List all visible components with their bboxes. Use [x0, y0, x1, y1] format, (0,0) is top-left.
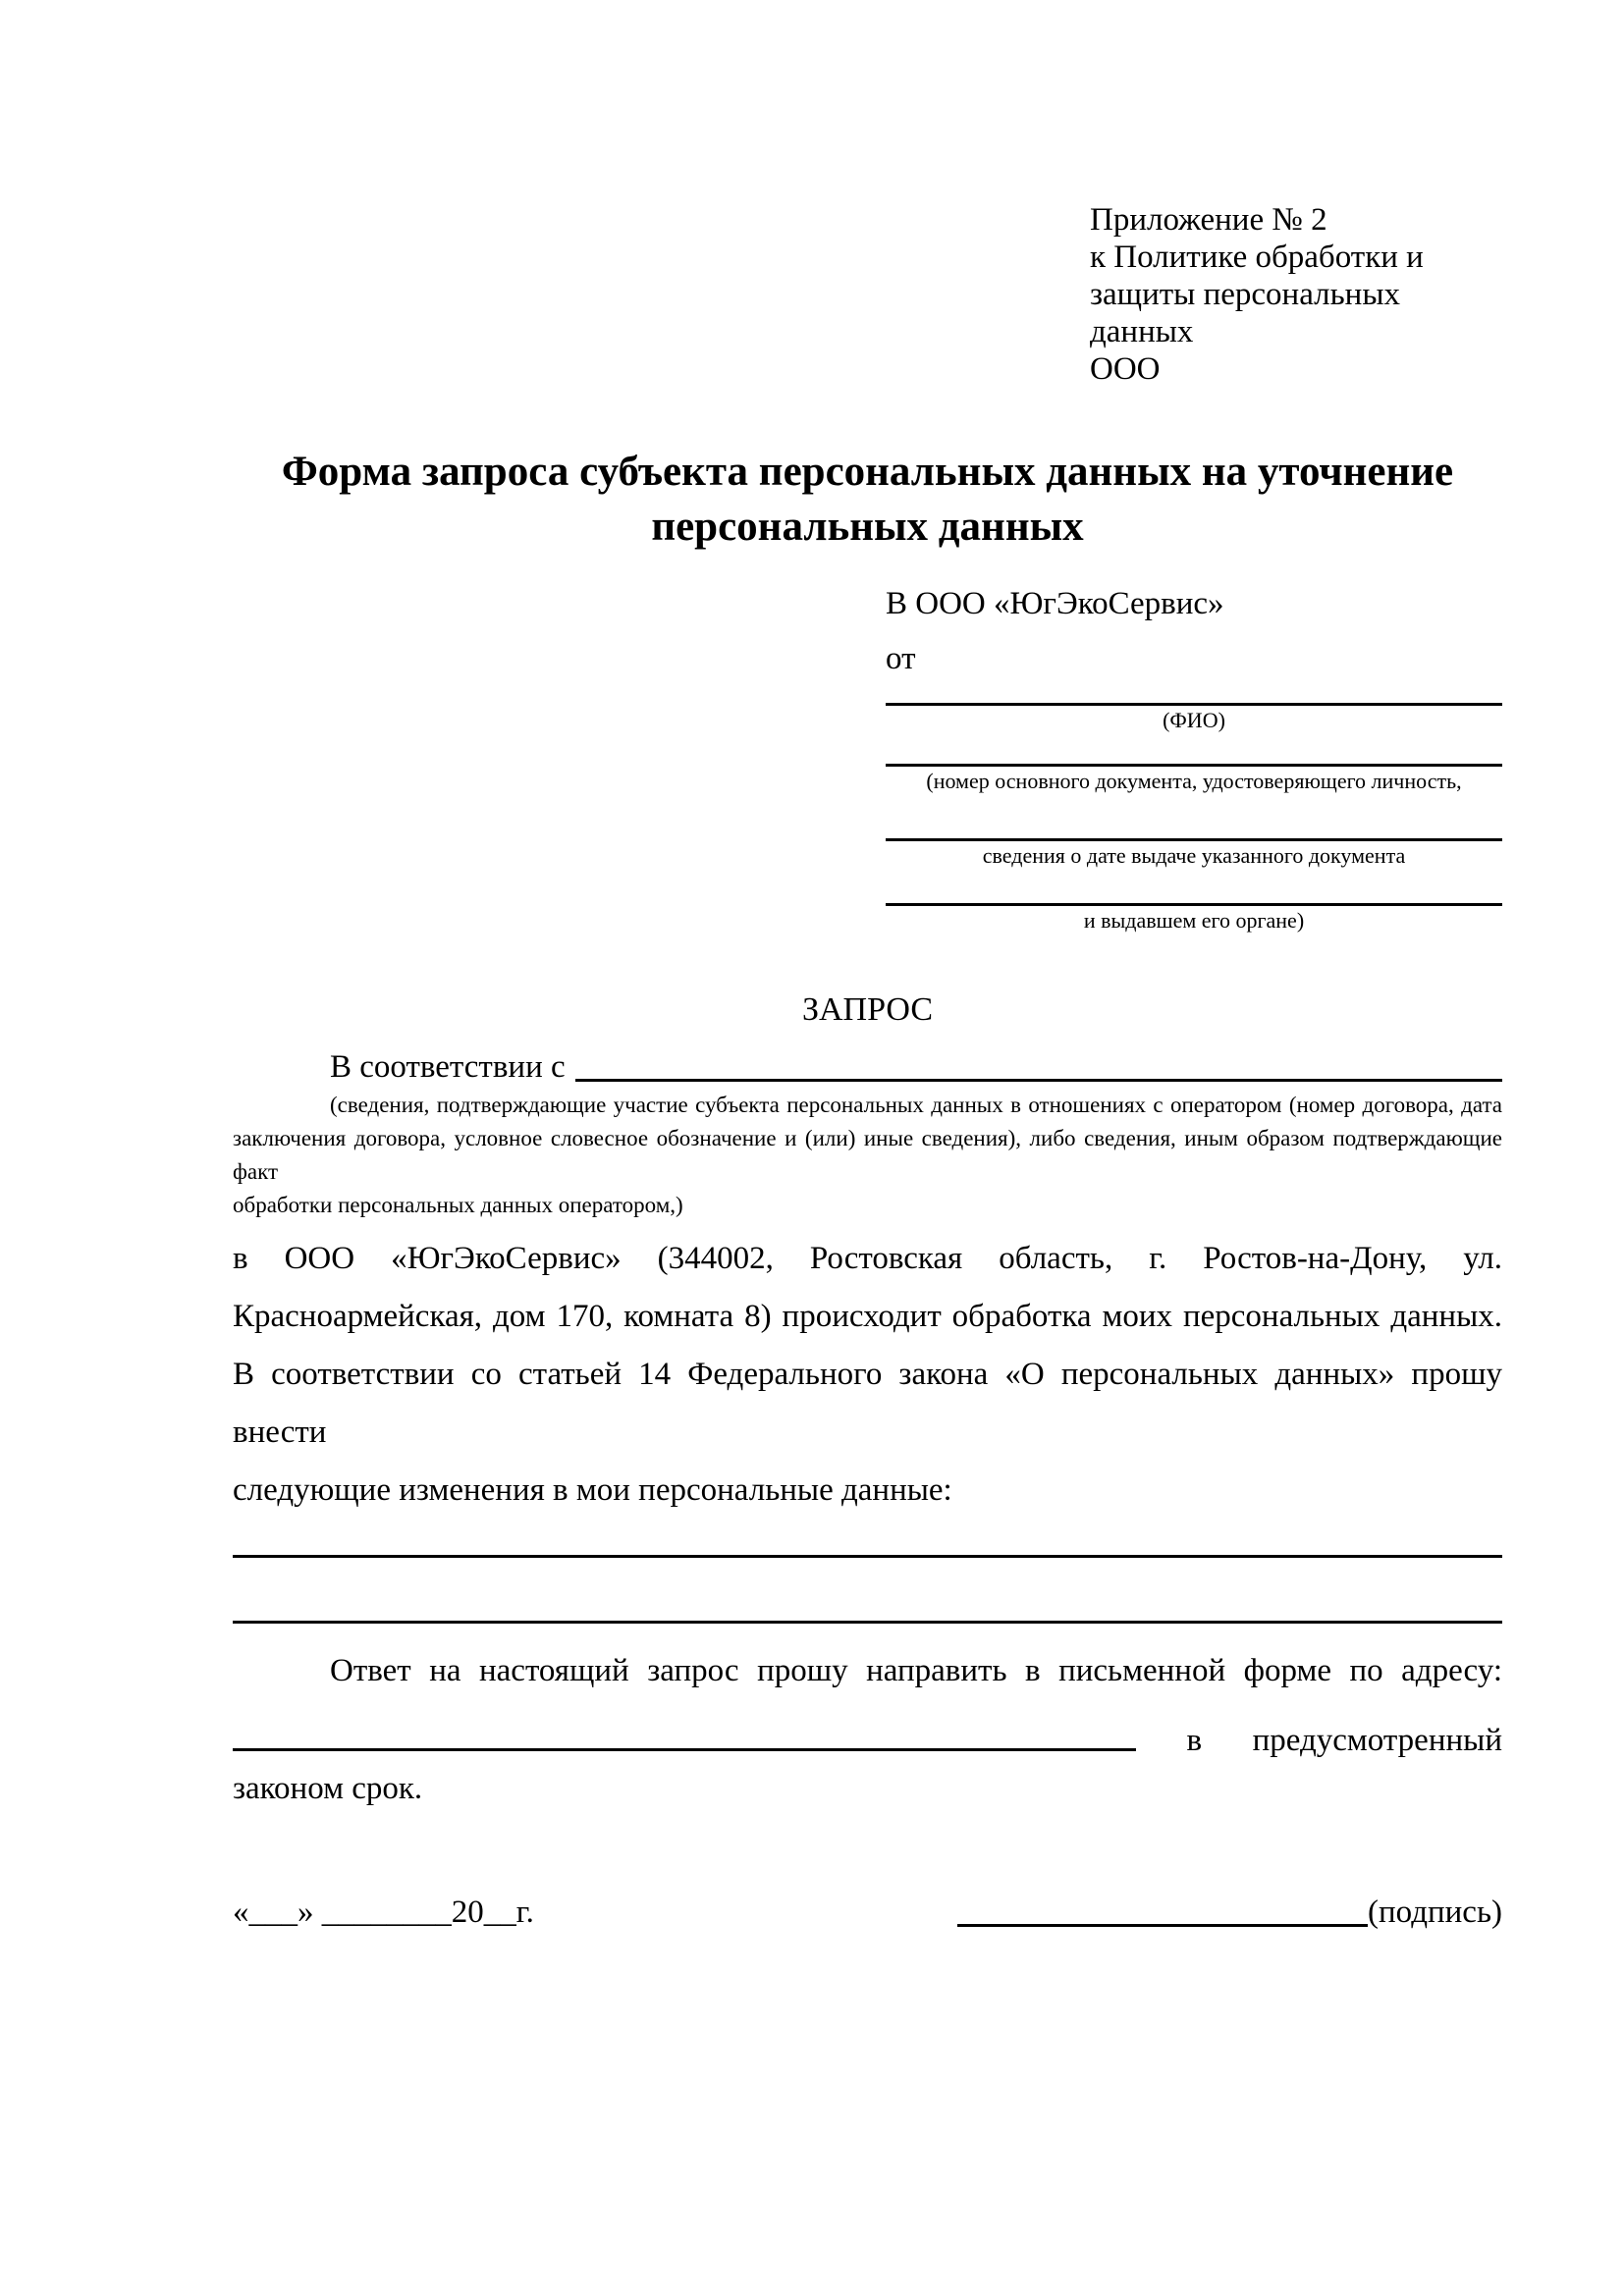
footer-row — [233, 1891, 1502, 1934]
address-blank-line — [233, 1748, 1136, 1751]
body-line: В соответствии со статьей 14 Федерального закона «О персональных данных» прошу внести — [233, 1357, 1502, 1450]
signature-group — [957, 1891, 1502, 1934]
organization-name: В ООО «ЮгЭкоСервис» — [886, 586, 1224, 621]
note-line: обработки персональных данных оператором,) — [233, 1193, 683, 1217]
document-number-field-label: (номер основного документа, удостоверяющего личность, — [926, 769, 1462, 793]
addressee-block — [886, 584, 1502, 935]
fio-field-label: (ФИО) — [1163, 708, 1225, 732]
annex-line: Приложение № 2 — [1090, 202, 1327, 238]
issue-date-field-label: сведения о дате выдаче указанного документа — [982, 843, 1406, 868]
reply-word: в — [1186, 1723, 1203, 1758]
issuing-authority-field-label: и выдавшем его органе) — [1083, 908, 1305, 933]
reply-line: Ответ на настоящий запрос прошу направить в письменной форме по адресу: — [330, 1653, 1502, 1688]
reply-word: предусмотренный — [1252, 1723, 1502, 1758]
from-label: от — [886, 641, 916, 676]
request-heading: ЗАПРОС — [801, 991, 934, 1028]
reply-line: законом срок. — [233, 1771, 423, 1806]
title-line: персональных данных — [651, 504, 1084, 550]
signature-label: (подпись) — [1368, 1895, 1502, 1930]
annex-line: к Политике обработки и — [1090, 240, 1424, 275]
intro-lead-text: В соответствии с — [330, 1049, 566, 1085]
document-title — [233, 445, 1502, 555]
reply-address-row — [233, 1700, 1502, 1759]
explanatory-note — [233, 1089, 1502, 1222]
date-blank-text: «___» ________20__г. — [233, 1895, 534, 1930]
changes-blank-line — [233, 1558, 1502, 1624]
annex-block — [1090, 201, 1502, 388]
signature-blank-line — [957, 1924, 1368, 1927]
annex-line: ООО — [1090, 351, 1161, 387]
body-paragraph — [233, 1230, 1502, 1520]
body-line: в ООО «ЮгЭкоСервис» (344002, Ростовская область, г. Ростов-на-Дону, ул. — [233, 1241, 1502, 1276]
title-line: Форма запроса субъекта персональных данных на уточнение — [281, 449, 1454, 495]
intro-blank-line — [575, 1079, 1502, 1082]
issuing-authority-blank-line — [886, 871, 1502, 906]
note-line: (сведения, подтверждающие участие субъекта персональных данных в отношениях с оператором (номер договора, дата — [330, 1093, 1502, 1117]
fio-blank-line — [886, 678, 1502, 706]
annex-line: защиты персональных данных — [1090, 277, 1400, 349]
document-number-blank-line — [886, 735, 1502, 767]
issue-date-blank-line — [886, 796, 1502, 841]
intro-row — [233, 1045, 1502, 1089]
changes-blank-line — [233, 1520, 1502, 1558]
note-line: заключения договора, условное словесное обозначение и (или) иные сведения), либо сведения, иным образом подтверждающие факт — [233, 1126, 1502, 1184]
body-line: следующие изменения в мои персональные данные: — [233, 1472, 952, 1508]
reply-paragraph — [233, 1641, 1502, 1818]
body-line: Красноармейская, дом 170, комната 8) происходит обработка моих персональных данных. — [233, 1299, 1502, 1334]
